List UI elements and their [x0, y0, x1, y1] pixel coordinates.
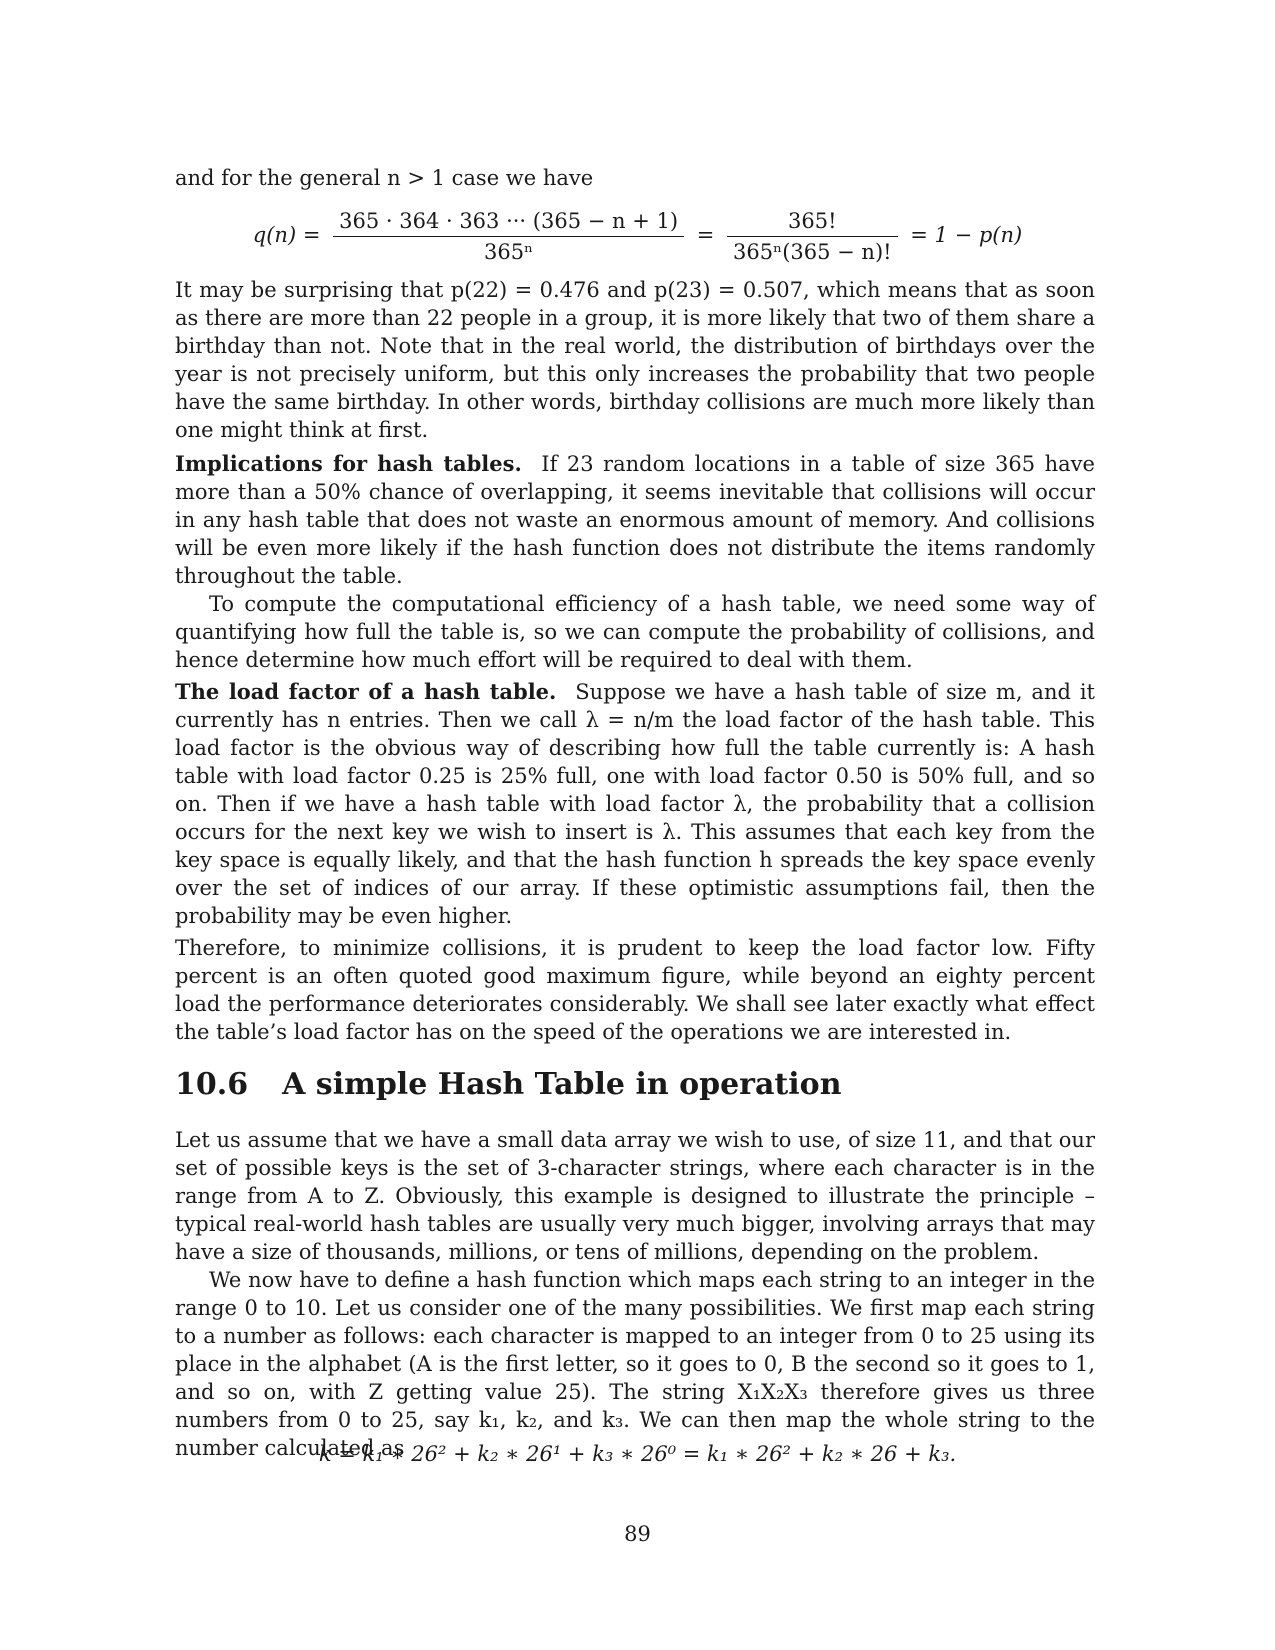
- paragraph-implications: [175, 450, 1095, 674]
- equation-lhs: q(n) =: [252, 223, 321, 247]
- paragraph-efficiency: To compute the computational efficiency of a hash table, we need some way of quantifying how full the table is, so we can compute the probability of collisions, and hence determine how much effort will be required to deal with them.: [175, 592, 1095, 672]
- paragraph-hash-function: We now have to define a hash function which maps each string to an integer in the range 0 to 10. Let us consider one of the many possibilities. We first map each string to a number as follows: each character is mapped to an integer from 0 to 25 using its place in the alphabet (A is the first letter, so it goes to 0, B the second so it goes to 1, and so on, with Z getting value 25). The string X₁X₂X₃ therefore gives us three numbers from 0 to 25, say k₁, k₂, and k₃. We can then map the whole string to the number calculated as: [175, 1268, 1095, 1460]
- fraction-2-numerator: 365!: [727, 206, 898, 237]
- paragraph-minimize-collisions: Therefore, to minimize collisions, it is prudent to keep the load factor low. Fifty percent is an often quoted good maximum figure, while beyond an eighty percent load the performance deteriorates considerably. We shall see later exactly what effect the table’s load factor has on the speed of the operations we are interested in.: [175, 936, 1095, 1044]
- section-title: A simple Hash Table in operation: [282, 1067, 842, 1102]
- intro-line: and for the general n > 1 case we have: [175, 166, 594, 190]
- section-number: 10.6: [175, 1067, 249, 1102]
- equation-rhs: = 1 − p(n): [910, 223, 1023, 247]
- fraction-2-denominator: 365ⁿ(365 − n)!: [733, 240, 892, 264]
- fraction-1-numerator: 365 · 364 · 363 ··· (365 − n + 1): [333, 206, 684, 237]
- run-in-heading-load-factor: The load factor of a hash table.: [175, 679, 557, 704]
- equation-q-n: [0, 206, 1275, 280]
- paragraph-implications-text: If 23 random locations in a table of size 365 have more than a 50% chance of overlapping, it seems inevitable that collisions will occur in any hash table that does not waste an enormous amount of memory. And collisions will be even more likely if the hash function does not distribute the items randomly throughout the table.: [175, 452, 1095, 588]
- fraction-1-denominator: 365ⁿ: [483, 240, 534, 264]
- paragraph-data-array: Let us assume that we have a small data array we wish to use, of size 11, and that our set of possible keys is the set of 3-character strings, where each character is in the range from A to Z. Obviously, this example is designed to illustrate the principle – typical real-world hash tables are usually very much bigger, involving arrays that may have a size of thousands, millions, or tens of millions, depending on the problem.: [175, 1128, 1095, 1264]
- fraction-1: [333, 206, 684, 267]
- paragraph-load-factor: [175, 678, 1095, 930]
- equation-k: k = k₁ ∗ 26² + k₂ ∗ 26¹ + k₃ ∗ 26⁰ = k₁ ∗ 26² + k₂ ∗ 26 + k₃.: [318, 1442, 957, 1466]
- paragraph-birthday: It may be surprising that p(22) = 0.476 and p(23) = 0.507, which means that as soon as there are more than 22 people in a group, it is more likely that two of them share a birthday than not. Note that in the real world, the distribution of birthdays over the year is not precisely uniform, but this only increases the probability that two people have the same birthday. In other words, birthday collisions are much more likely than one might think at first.: [175, 278, 1095, 442]
- fraction-2: [727, 206, 898, 267]
- page-number: 89: [624, 1522, 651, 1546]
- section-heading: [175, 1067, 842, 1102]
- paragraph-load-factor-text: Suppose we have a hash table of size m, and it currently has n entries. Then we call λ = n/m the load factor of the hash table. This load factor is the obvious way of describing how full the table currently is: A hash table with load factor 0.25 is 25% full, one with load factor 0.50 is 50% full, and so on. Then if we have a hash table with load factor λ, the probability that a collision occurs for the next key we wish to insert is λ. This assumes that each key from the key space is equally likely, and that the hash function h spreads the key space evenly over the set of indices of our array. If these optimistic assumptions fail, then the probability may be even higher.: [175, 680, 1095, 928]
- equation-equals: =: [696, 223, 715, 247]
- section-body: [175, 1126, 1095, 1462]
- run-in-heading-implications: Implications for hash tables.: [175, 451, 522, 476]
